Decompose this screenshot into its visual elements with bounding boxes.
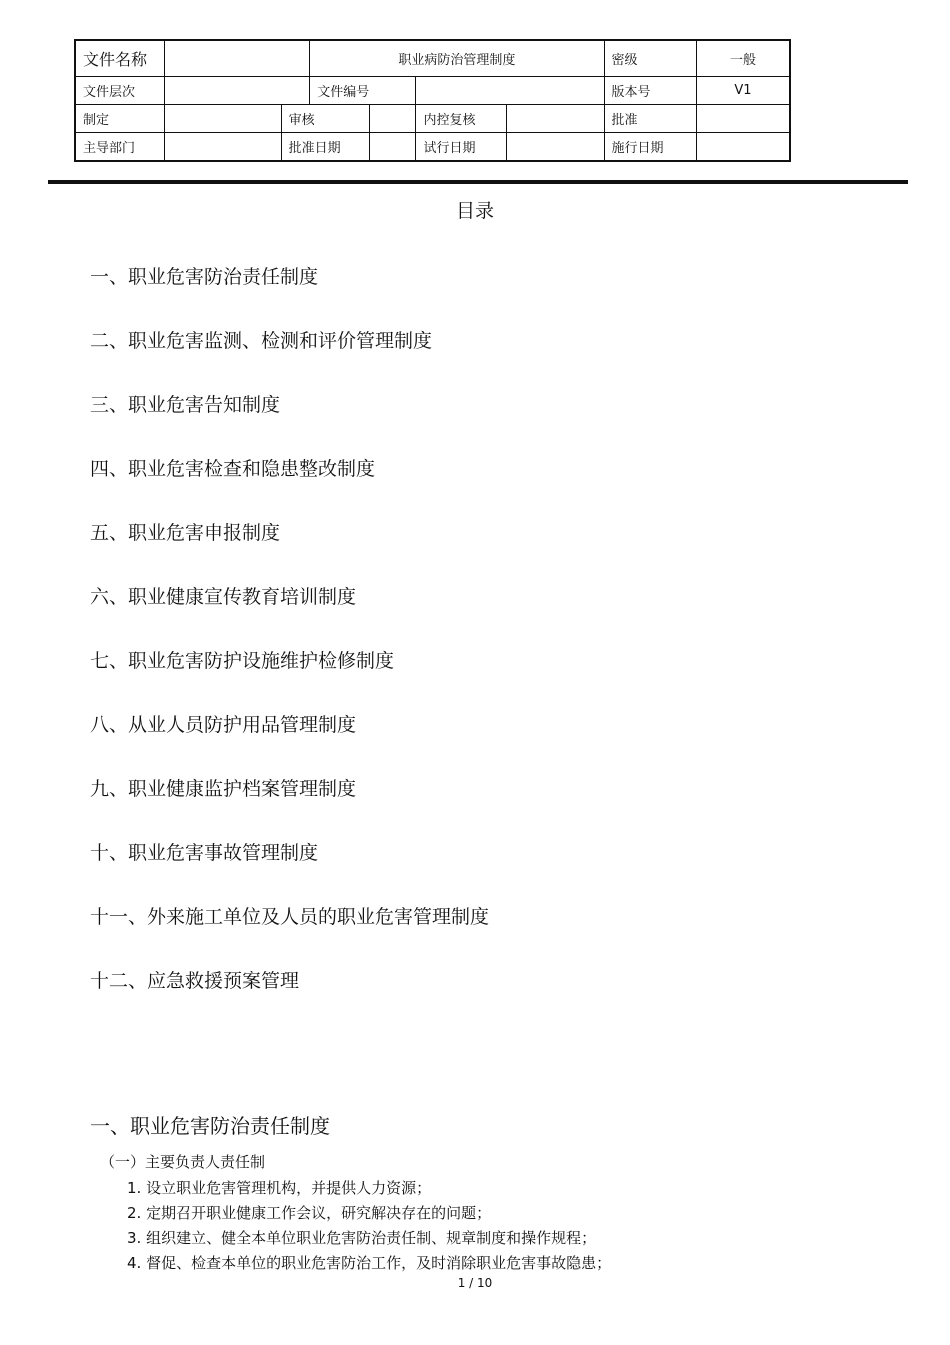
toc-item: 七、职业危害防护设施维护检修制度 (90, 650, 395, 672)
page-number: 1 / 10 (457, 1276, 493, 1290)
prepared-label: 制定 (75, 105, 164, 133)
secrecy-label: 密级 (604, 40, 696, 77)
toc-item: 三、职业危害告知制度 (90, 394, 281, 416)
toc-item: 一、职业危害防治责任制度 (90, 266, 319, 288)
toc-item: 二、职业危害监测、检测和评价管理制度 (90, 330, 433, 352)
doc-name-label: 文件名称 (75, 40, 164, 77)
approve-label: 批准 (604, 105, 696, 133)
section-heading: 一、职业危害防治责任制度 (90, 1114, 330, 1138)
effective-date-value (696, 133, 790, 162)
subsection-heading: （一）主要负责人责任制 (100, 1153, 266, 1171)
doc-level-value (164, 77, 310, 105)
review-value (369, 105, 416, 133)
toc-title: 目录 (455, 200, 494, 222)
doc-name-value: 职业病防治管理制度 (310, 40, 604, 77)
toc-item: 四、职业危害检查和隐患整改制度 (90, 458, 376, 480)
toc-item: 六、职业健康宣传教育培训制度 (90, 586, 357, 608)
trial-date-value (506, 133, 604, 162)
list-item: 2. 定期召开职业健康工作会议，研究解决存在的问题； (127, 1204, 492, 1222)
review-label: 审核 (281, 105, 369, 133)
prepared-value (164, 105, 281, 133)
version-label: 版本号 (604, 77, 696, 105)
toc-item: 五、职业危害申报制度 (90, 522, 281, 544)
dept-label: 主导部门 (75, 133, 164, 162)
version-value: V1 (696, 77, 790, 105)
document-header-table (74, 39, 791, 162)
secrecy-value: 一般 (696, 40, 790, 77)
list-item: 1. 设立职业危害管理机构，并提供人力资源； (127, 1179, 432, 1197)
doc-number-value (416, 77, 604, 105)
list-item: 4. 督促、检查本单位的职业危害防治工作，及时消除职业危害事故隐患； (127, 1254, 612, 1272)
list-item: 3. 组织建立、健全本单位职业危害防治责任制、规章制度和操作规程； (127, 1229, 597, 1247)
trial-date-label: 试行日期 (416, 133, 506, 162)
approve-date-value (369, 133, 416, 162)
toc-item: 八、从业人员防护用品管理制度 (90, 714, 357, 736)
toc-item: 九、职业健康监护档案管理制度 (90, 778, 357, 800)
effective-date-label: 施行日期 (604, 133, 696, 162)
toc-item: 十一、外来施工单位及人员的职业危害管理制度 (90, 906, 490, 928)
header-spacer (164, 40, 310, 77)
internal-review-label: 内控复核 (416, 105, 506, 133)
approve-value (696, 105, 790, 133)
doc-level-label: 文件层次 (75, 77, 164, 105)
header-divider (48, 180, 908, 184)
internal-review-value (506, 105, 604, 133)
toc-item: 十、职业危害事故管理制度 (90, 842, 319, 864)
dept-value (164, 133, 281, 162)
doc-number-label: 文件编号 (310, 77, 416, 105)
approve-date-label: 批准日期 (281, 133, 369, 162)
toc-item: 十二、应急救援预案管理 (90, 970, 300, 992)
